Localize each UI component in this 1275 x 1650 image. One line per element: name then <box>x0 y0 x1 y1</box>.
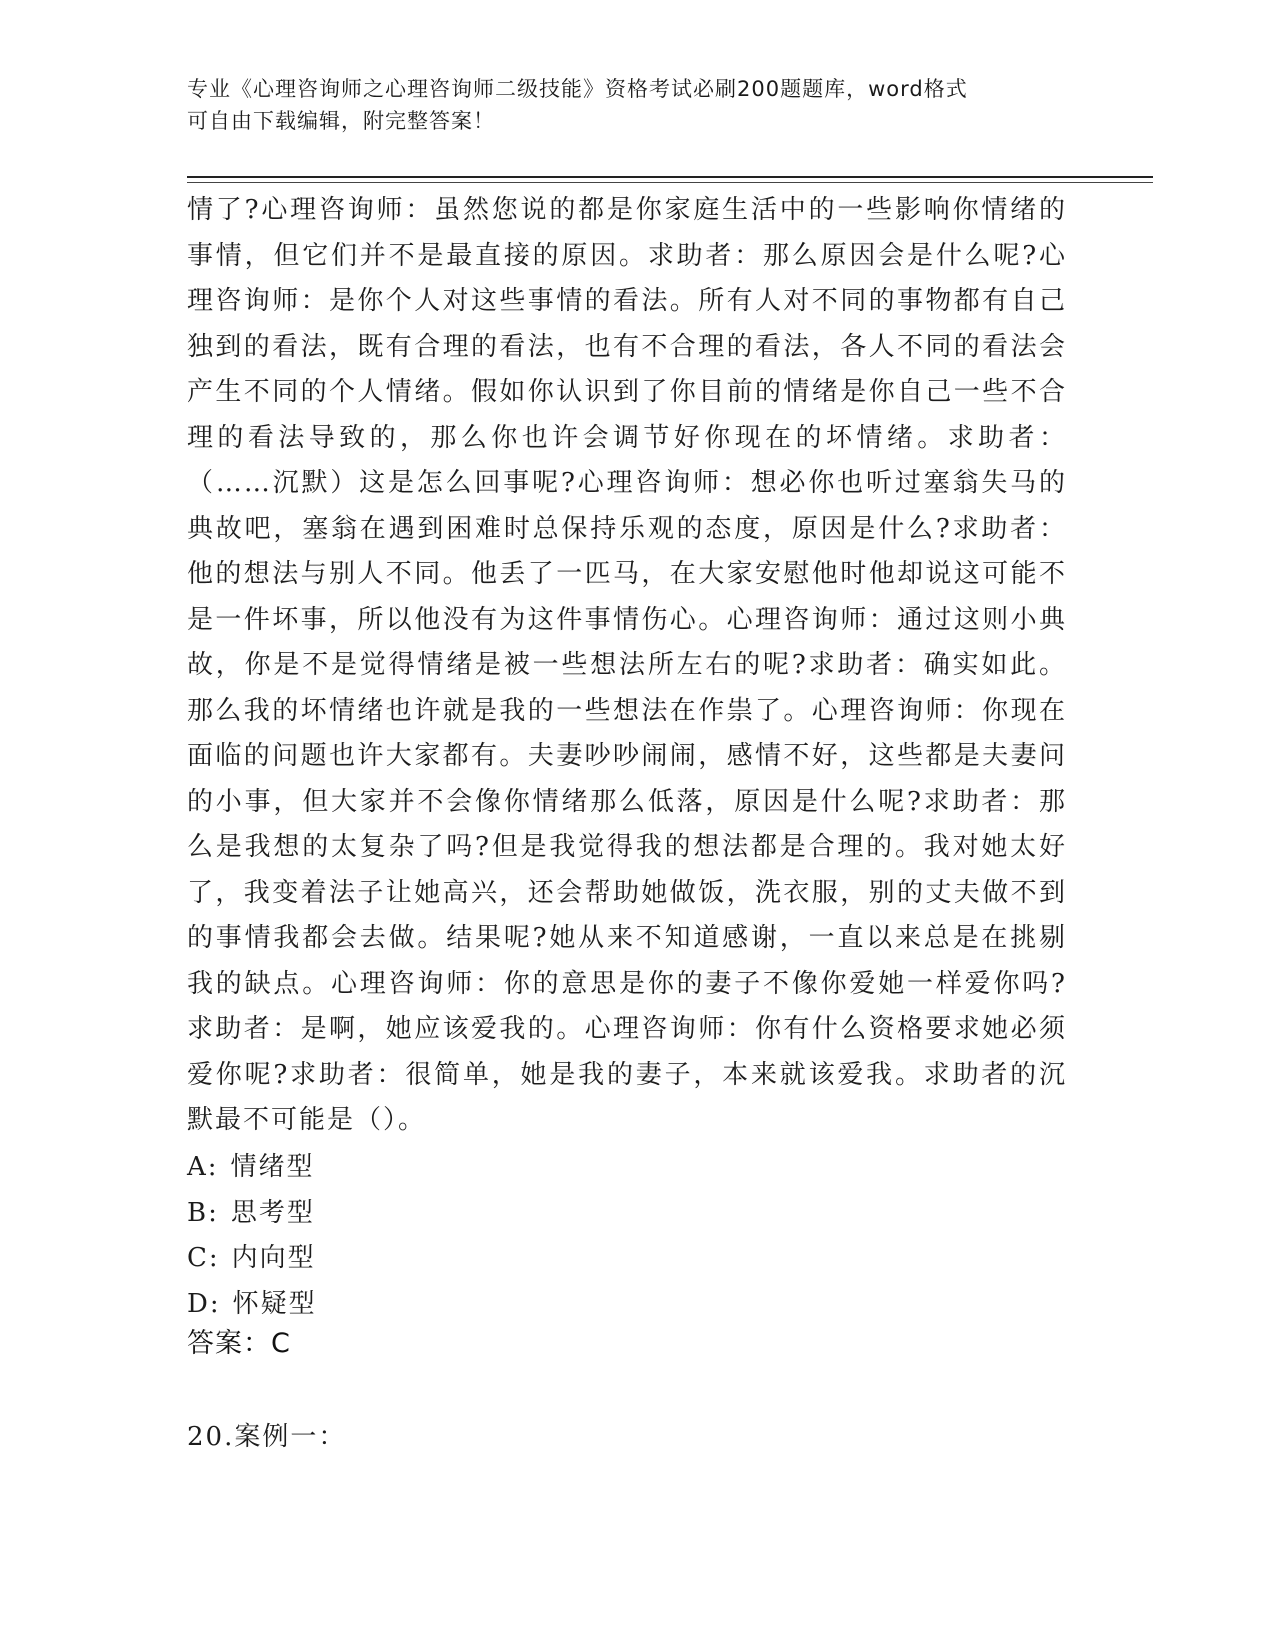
page-header <box>187 73 1087 137</box>
next-question-heading: 20.案例一： <box>187 1422 347 1452</box>
option-b-text: 思考型 <box>230 1197 315 1228</box>
header-title-line-2: 可自由下载编辑，附完整答案！ <box>187 109 495 133</box>
header-divider-thin <box>187 182 1153 183</box>
option-a <box>187 1145 317 1191</box>
option-c <box>187 1236 317 1282</box>
case-passage: 情了?心理咨询师：虽然您说的都是你家庭生活中的一些影响你情绪的事情，但它们并不是最直接的原因。求助者：那么原因会是什么呢?心理咨询师：是你个人对这些事情的看法。所有人对不同的事物都有自己独到的看法，既有合理的看法，也有不合理的看法，各人不同的看法会产生不同的个人情绪。假如你认识到了你目前的情绪是你自己一些不合理的看法导致的，那么你也许会调节好你现在的坏情绪。求助者：（……沉默）这是怎么回事呢?心理咨询师：想必你也听过塞翁失马的典故吧，塞翁在遇到困难时总保持乐观的态度，原因是什么?求助者：他的想法与别人不同。他丢了一匹马，在大家安慰他时他却说这可能不是一件坏事，所以他没有为这件事情伤心。心理咨询师：通过这则小典故，你是不是觉得情绪是被一些想法所左右的呢?求助者：确实如此。那么我的坏情绪也许就是我的一些想法在作祟了。心理咨询师：你现在面临的问题也许大家都有。夫妻吵吵闹闹，感情不好，这些都是夫妻问的小事，但大家并不会像你情绪那么低落，原因是什么呢?求助者：那么是我想的太复杂了吗?但是我觉得我的想法都是合理的。我对她太好了，我变着法子让她高兴，还会帮助她做饭，洗衣服，别的丈夫做不到的事情我都会去做。结果呢?她从来不知道感谢，一直以来总是在挑剔我的缺点。心理咨询师：你的意思是你的妻子不像你爱她一样爱你吗?求助者：是啊，她应该爱我的。心理咨询师：你有什么资格要求她必须爱你呢?求助者：很简单，她是我的妻子，本来就该爱我。求助者的沉默最不可能是（）。 <box>187 195 1067 1135</box>
option-b-key: B <box>187 1197 209 1228</box>
option-d-key: D <box>187 1288 210 1319</box>
option-a-separator: : <box>207 1152 219 1182</box>
answer-line: 答案：C <box>187 1328 291 1359</box>
option-a-text: 情绪型 <box>230 1152 315 1182</box>
option-c-key: C <box>187 1243 209 1273</box>
answer-options <box>187 1145 317 1327</box>
option-c-separator: : <box>208 1243 220 1273</box>
option-b-separator: : <box>208 1197 219 1228</box>
option-b <box>187 1191 317 1237</box>
header-title-line-1: 专业《心理咨询师之心理咨询师二级技能》资格考试必刷200题题库，word格式 <box>187 77 968 101</box>
option-a-key: A <box>187 1152 208 1182</box>
header-divider-thick <box>187 176 1153 178</box>
option-c-text: 内向型 <box>231 1243 316 1273</box>
option-d-text: 怀疑型 <box>232 1288 317 1319</box>
option-d-separator: : <box>209 1288 221 1319</box>
option-d <box>187 1282 317 1328</box>
